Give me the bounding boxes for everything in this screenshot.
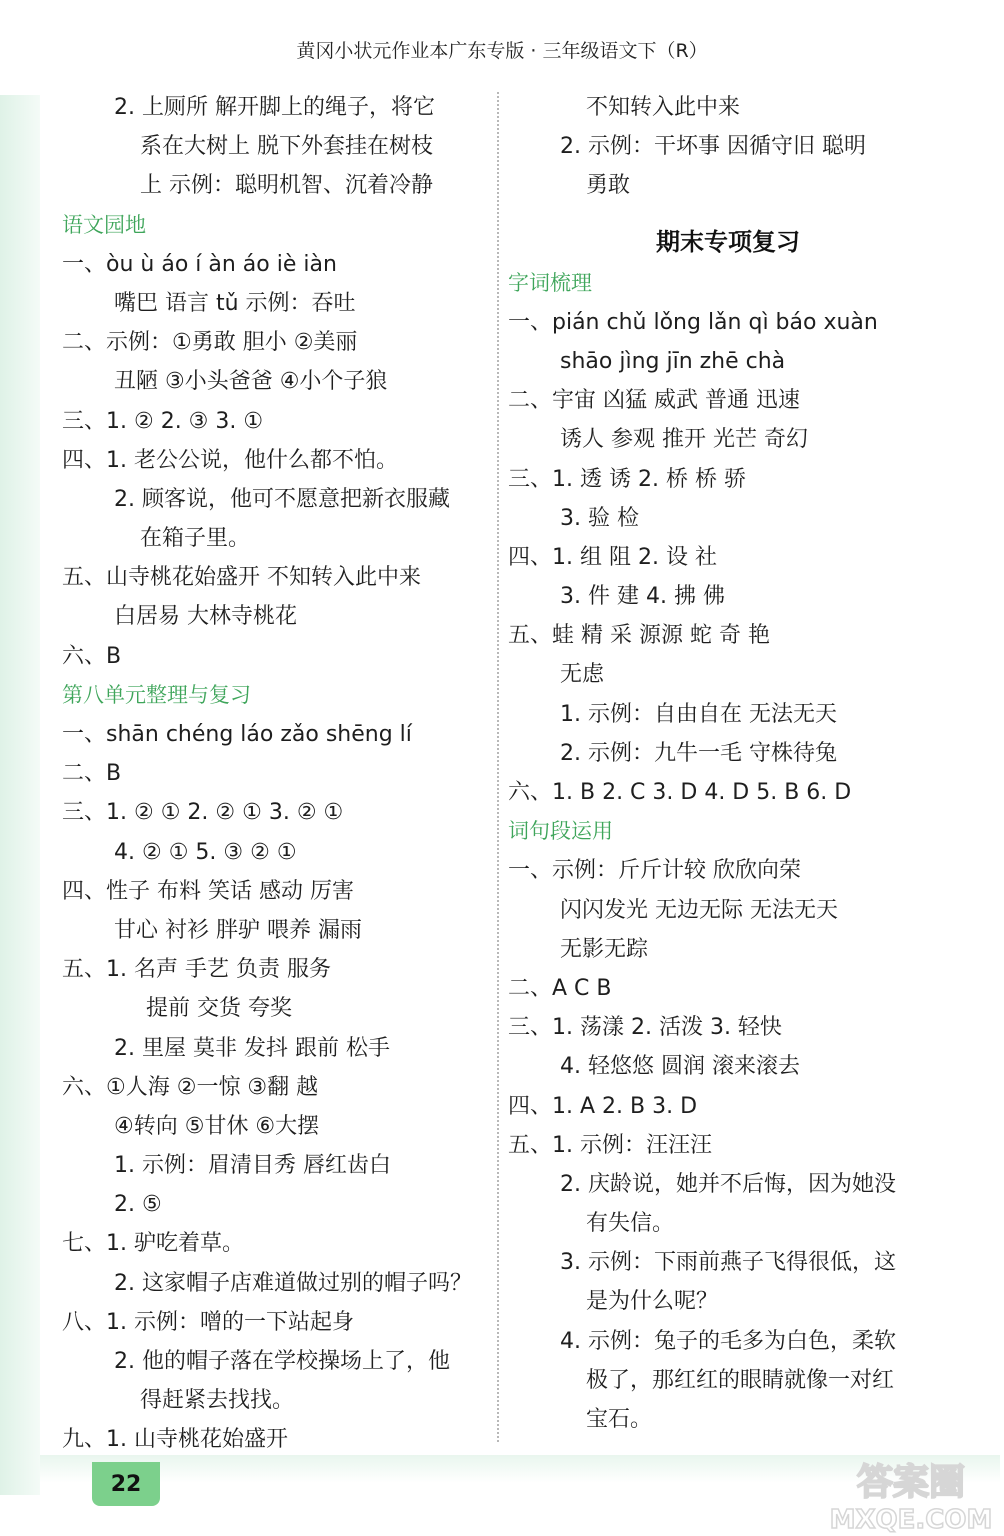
left-margin-band bbox=[0, 95, 40, 1495]
answer-line: 三、1. ② ① 2. ② ① 3. ② ① bbox=[62, 800, 344, 826]
right-column bbox=[508, 88, 948, 1439]
answer-line: 嘴巴 语言 tǔ 示例：吞吐 bbox=[114, 290, 356, 316]
answer-line: 系在大树上 脱下外套挂在树枝 bbox=[140, 134, 433, 160]
answer-line: 四、性子 布料 笑话 感动 厉害 bbox=[62, 878, 354, 904]
answer-line: 宝石。 bbox=[586, 1407, 653, 1432]
answer-line: 极了，那红红的眼睛就像一对红 bbox=[586, 1367, 895, 1393]
answer-line: 六、①人海 ②一惊 ③翻 越 bbox=[62, 1074, 319, 1100]
answer-line: 4. 轻悠悠 圆润 滚来滚去 bbox=[560, 1054, 800, 1080]
answer-line: 闪闪发光 无边无际 无法无天 bbox=[560, 897, 838, 923]
answer-line: 2. 庆龄说，她并不后悔，因为她没 bbox=[560, 1171, 896, 1197]
answer-line: 得赶紧去找找。 bbox=[140, 1388, 295, 1414]
answer-line: 一、shān chéng láo zǎo shēng lí bbox=[62, 722, 412, 747]
answer-line: 无影无踪 bbox=[560, 936, 649, 962]
answer-line: 有失信。 bbox=[586, 1211, 675, 1237]
watermark-bottom-text: MXQE.COM bbox=[829, 1505, 993, 1535]
answer-line: 诱人 参观 推开 光芒 奇幻 bbox=[560, 427, 808, 453]
answer-line: 白居易 大林寺桃花 bbox=[114, 604, 297, 630]
answer-line: 二、B bbox=[62, 761, 122, 787]
answer-line: 一、示例：斤斤计较 欣欣向荣 bbox=[508, 858, 801, 884]
answer-line: 4. 示例：兔子的毛多为白色，柔软 bbox=[560, 1328, 896, 1354]
answer-line: 1. 示例：自由自在 无法无天 bbox=[560, 701, 837, 727]
answer-line: 二、示例：①勇敢 胆小 ②美丽 bbox=[62, 330, 358, 356]
answer-line: 三、1. 荡漾 2. 活泼 3. 轻快 bbox=[508, 1015, 782, 1041]
answer-line: 无虑 bbox=[560, 662, 605, 688]
answer-line: 2. ⑤ bbox=[114, 1192, 162, 1218]
answer-line: 六、1. B 2. C 3. D 4. D 5. B 6. D bbox=[508, 780, 852, 805]
answer-line: 是为什么呢？ bbox=[586, 1289, 719, 1315]
answer-line: 八、1. 示例：噌的一下站起身 bbox=[62, 1309, 354, 1335]
watermark-logo bbox=[822, 1452, 1000, 1536]
answer-line: 一、òu ù áo í àn áo iè iàn bbox=[62, 251, 337, 277]
watermark-top-text: 答案圈 bbox=[856, 1462, 966, 1503]
left-column bbox=[62, 88, 487, 1460]
answer-line: 2. 里屋 莫非 发抖 跟前 松手 bbox=[114, 1035, 390, 1061]
answer-line: 2. 他的帽子落在学校操场上了，他 bbox=[114, 1349, 450, 1374]
section-heading: 字词梳理 bbox=[508, 270, 592, 295]
answer-line: 五、1. 名声 手艺 负责 服务 bbox=[62, 957, 331, 983]
answer-line: 一、pián chǔ lǒng lǎn qì báo xuàn bbox=[508, 309, 878, 335]
answer-line: 四、1. 老公公说，他什么都不怕。 bbox=[62, 447, 398, 473]
page-header: 黄冈小状元作业本广东专版 · 三年级语文下（R） bbox=[296, 40, 708, 62]
answer-line: 三、1. ② 2. ③ 3. ① bbox=[62, 408, 264, 434]
answer-line: 六、B bbox=[62, 643, 122, 669]
answer-line: 2. 这家帽子店难道做过别的帽子吗？ bbox=[114, 1270, 472, 1296]
answer-line: 七、1. 驴吃着草。 bbox=[62, 1231, 244, 1257]
answer-line: 上 示例：聪明机智、沉着冷静 bbox=[140, 173, 433, 199]
answer-line: 四、1. 组 阻 2. 设 社 bbox=[508, 544, 717, 570]
answer-line: 3. 件 建 4. 拂 佛 bbox=[560, 584, 725, 610]
answer-line: 1. 示例：眉清目秀 唇红齿白 bbox=[114, 1153, 391, 1179]
section-title: 期末专项复习 bbox=[656, 227, 800, 256]
answer-line: 五、山寺桃花始盛开 不知转入此中来 bbox=[62, 565, 421, 591]
answer-line: 2. 示例：九牛一毛 守株待兔 bbox=[560, 740, 837, 766]
answer-line: ④转向 ⑤甘休 ⑥大摆 bbox=[114, 1113, 320, 1139]
page-number: 22 bbox=[92, 1462, 160, 1506]
answer-line: 五、蛙 精 采 源源 蛇 奇 艳 bbox=[508, 623, 770, 649]
section-heading: 第八单元整理与复习 bbox=[62, 682, 251, 707]
section-heading: 语文园地 bbox=[62, 212, 146, 237]
column-divider bbox=[497, 92, 499, 1442]
answer-line: 丑陋 ③小头爸爸 ④小个子狼 bbox=[114, 369, 388, 395]
answer-line: 四、1. A 2. B 3. D bbox=[508, 1093, 698, 1119]
answer-line: 4. ② ① 5. ③ ② ① bbox=[114, 839, 297, 865]
answer-line: 三、1. 透 诱 2. 桥 桥 骄 bbox=[508, 466, 746, 492]
answer-line: 二、A C B bbox=[508, 975, 612, 1001]
answer-line: 3. 验 检 bbox=[560, 505, 639, 531]
section-heading: 词句段运用 bbox=[508, 819, 613, 844]
answer-line: 二、宇宙 凶猛 威武 普通 迅速 bbox=[508, 388, 800, 414]
answer-line: 在箱子里。 bbox=[140, 526, 251, 552]
answer-line: 提前 交货 夸奖 bbox=[146, 996, 292, 1022]
answer-line: 九、1. 山寺桃花始盛开 bbox=[62, 1427, 288, 1453]
answer-line: 2. 顾客说，他可不愿意把新衣服藏 bbox=[114, 486, 450, 512]
answer-line: 2. 上厕所 解开脚上的绳子，将它 bbox=[114, 95, 435, 120]
answer-line: 甘心 衬衫 胖驴 喂养 漏雨 bbox=[114, 917, 362, 943]
answer-line: shāo jìng jīn zhē chà bbox=[560, 348, 786, 374]
answer-line: 3. 示例：下雨前燕子飞得很低，这 bbox=[560, 1250, 896, 1276]
answer-line: 五、1. 示例：汪汪汪 bbox=[508, 1132, 712, 1158]
answer-line: 不知转入此中来 bbox=[586, 95, 741, 120]
answer-line: 2. 示例：干坏事 因循守旧 聪明 bbox=[560, 134, 866, 160]
answer-line: 勇敢 bbox=[586, 173, 631, 199]
